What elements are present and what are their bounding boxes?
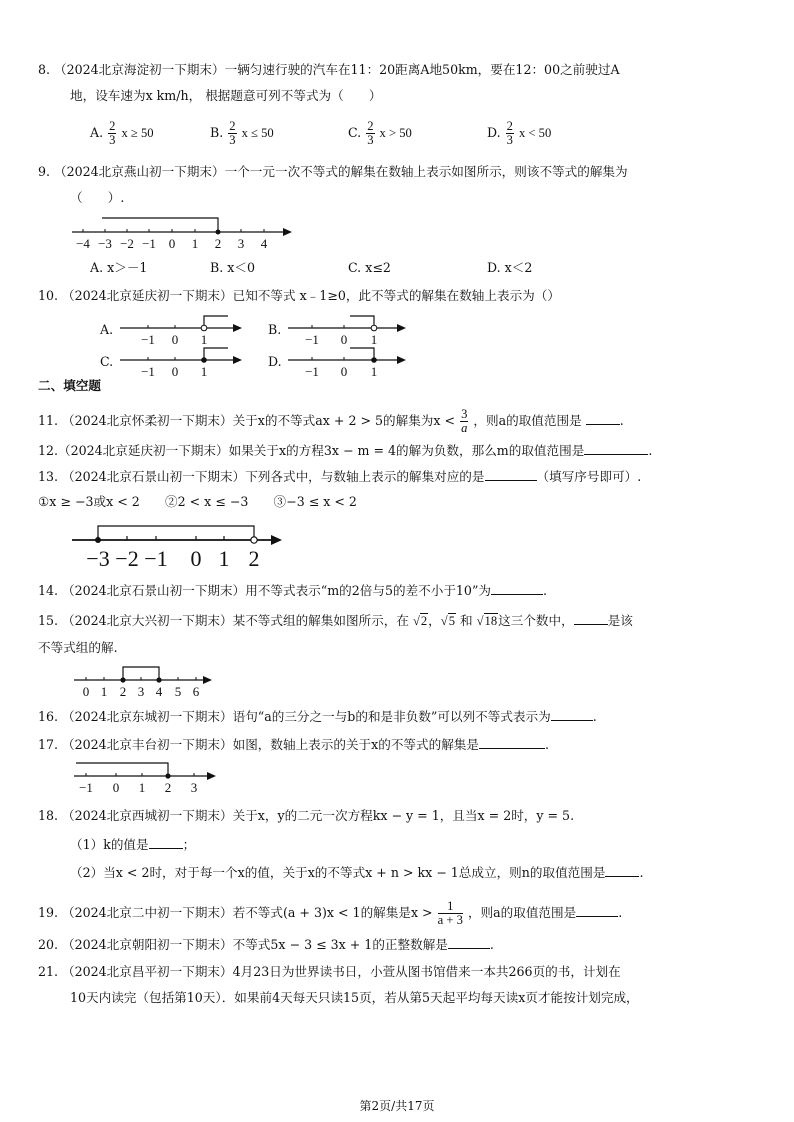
- q9-tick-label: 1: [191, 236, 199, 251]
- q12: 12.（2024北京延庆初一下期末）如果关于x的方程3x − m = 4的解为负数，那么m的取值范围是 .: [38, 443, 653, 458]
- answer-blank: [149, 836, 183, 849]
- answer-blank: [586, 412, 620, 425]
- q19: 19. （2024北京二中初一下期末）若不等式(a + 3)x < 1的解集是x > $\frac{1}{a + 3}$ ，则a的取值范围是 .: [38, 899, 623, 927]
- answer-blank: [574, 612, 608, 625]
- q9-line2: （ ）.: [70, 190, 125, 205]
- q16: 16. （2024北京东城初一下期末）语句“a的三分之一与b的和是非负数”可以列不等式表示为 .: [38, 709, 597, 724]
- q9-tick-label: 2: [214, 236, 222, 251]
- q15-tick-label: 2: [119, 684, 127, 699]
- q13-number-line: [70, 518, 290, 570]
- q17-tick-label: 2: [164, 780, 172, 795]
- q13-line1: 13. （2024北京石景山初一下期末）下列各式中，与数轴上表示的解集对应的是 （填写序号即可）.: [38, 469, 642, 484]
- q10-label-d: D.: [268, 354, 282, 369]
- q8-option-c: C. $\frac{2}{3}$ x > 50: [348, 119, 412, 147]
- q14: 14. （2024北京石景山初一下期末）用不等式表示“m的2倍与5的差不小于10”为 .: [38, 583, 547, 598]
- q9-number-line: [70, 212, 295, 252]
- q10-label-a: A.: [100, 322, 114, 337]
- sqrt-2: √2: [412, 614, 428, 628]
- q10d-tick-label: 0: [340, 364, 348, 378]
- section-heading: 二、填空题: [38, 378, 101, 393]
- q18-sub1: （1）k的值是 ；: [70, 837, 196, 852]
- q13-tick-label: −1: [144, 546, 168, 570]
- q11: 11. （2024北京怀柔初一下期末）关于x的不等式ax + 2 > 5的解集为x < $\frac{3}{a}$ ，则a的取值范围是 .: [38, 407, 624, 435]
- q15-line2: 不等式组的解.: [38, 640, 118, 655]
- q9-option-d: D. x＜2: [487, 260, 533, 275]
- answer-blank: [491, 582, 543, 595]
- q9-line1: 9. （2024北京燕山初一下期末）一个一元一次不等式的解集在数轴上表示如图所示，则该不等式的解集为: [38, 164, 628, 179]
- sqrt-5: √5: [440, 614, 455, 628]
- q9-tick-label: −3: [98, 236, 112, 251]
- page-footer: 第2页/共17页: [359, 1099, 435, 1113]
- q10c-tick-label: 1: [200, 364, 208, 378]
- q10-number-line-b: [286, 310, 416, 346]
- q17-number-line: [72, 756, 222, 796]
- q10c-tick-label: 0: [171, 364, 179, 378]
- q9-option-c: C. x≤2: [348, 260, 391, 275]
- q9-option-a: A. x＞－1: [90, 260, 148, 275]
- q10a-tick-label: 1: [200, 332, 208, 346]
- q21-line2: 10天内读完（包括第10天）．如果前4天每天只读15页，若从第5天起平均每天读x页才能按计划完成，: [70, 990, 639, 1005]
- q15-line1: 15. （2024北京大兴初一下期末）某不等式组的解集如图所示，在 √2，√5 和 √18这三个数中， 是该: [38, 613, 633, 628]
- q10-number-line-c: [118, 342, 248, 378]
- q21-line1: 21. （2024北京昌平初一下期末）4月23日为世界读书日，小萱从图书馆借来一本共266页的书，计划在: [38, 964, 621, 979]
- q9-tick-label: 4: [260, 236, 268, 251]
- q15-tick-label: 5: [174, 684, 182, 699]
- q15-number-line: [72, 660, 217, 700]
- q17: 17. （2024北京丰台初一下期末）如图，数轴上表示的关于x的不等式的解集是 .: [38, 737, 550, 752]
- q13-tick-label: 1: [218, 546, 230, 570]
- q17-tick-label: 0: [112, 780, 120, 795]
- answer-blank: [479, 736, 545, 749]
- q9-tick-label: 3: [237, 236, 245, 251]
- answer-blank: [551, 708, 593, 721]
- q10b-tick-label: −1: [305, 332, 319, 346]
- q10d-tick-label: −1: [305, 364, 319, 378]
- q15-tick-label: 4: [155, 684, 163, 699]
- q20: 20. （2024北京朝阳初一下期末）不等式5x − 3 ≤ 3x + 1的正整数解是 .: [38, 937, 494, 952]
- q9-tick-label: −1: [142, 236, 156, 251]
- q18-sub2: （2）当x < 2时，对于每一个x的值，关于x的不等式x + n > kx − 1总成立，则n的取值范围是 .: [70, 865, 644, 880]
- q10-line1: 10. （2024北京延庆初一下期末）已知不等式 x﹣1≥0，此不等式的解集在数轴上表示为（）: [38, 288, 560, 303]
- q9-option-b: B. x＜0: [210, 260, 255, 275]
- sqrt-18: √18: [476, 614, 498, 628]
- q9-tick-label: −2: [120, 236, 134, 251]
- q13-tick-label: 0: [190, 546, 202, 570]
- q13-tick-label: −2: [115, 546, 139, 570]
- q13-tick-label: −3: [86, 546, 110, 570]
- q10a-tick-label: −1: [141, 332, 155, 346]
- q17-tick-label: −1: [79, 780, 93, 795]
- q8-line2: 地，设车速为x km/h， 根据题意可列不等式为（ ）: [70, 88, 382, 103]
- q13-line2: ①x ≥ −3或x < 2 ②2 < x ≤ −3 ③−3 ≤ x < 2: [38, 494, 357, 509]
- q10-number-line-d: [286, 342, 416, 378]
- q10-number-line-a: [118, 310, 248, 346]
- q10d-tick-label: 1: [370, 364, 378, 378]
- q10a-tick-label: 0: [171, 332, 179, 346]
- q8-option-a: A. $\frac{2}{3}$ x ≥ 50: [90, 119, 154, 147]
- answer-blank: [576, 904, 618, 917]
- answer-blank: [485, 468, 537, 481]
- q8-option-d: D. $\frac{2}{3}$ x < 50: [487, 119, 552, 147]
- q10c-tick-label: −1: [141, 364, 155, 378]
- answer-blank: [584, 442, 648, 455]
- q17-tick-label: 1: [138, 780, 146, 795]
- q13-tick-label: 2: [248, 546, 260, 570]
- answer-blank: [605, 864, 639, 877]
- q9-tick-label: −4: [76, 236, 90, 251]
- q15-tick-label: 6: [192, 684, 200, 699]
- q15-tick-label: 1: [100, 684, 108, 699]
- q10b-tick-label: 0: [340, 332, 348, 346]
- q10b-tick-label: 1: [370, 332, 378, 346]
- q17-tick-label: 3: [190, 780, 198, 795]
- q8-option-b: B. $\frac{2}{3}$ x ≤ 50: [210, 119, 274, 147]
- q9-tick-label: 0: [168, 236, 176, 251]
- q10-label-b: B.: [268, 322, 282, 337]
- answer-blank: [448, 936, 490, 949]
- q8-line1: 8. （2024北京海淀初一下期末）一辆匀速行驶的汽车在11：20距离A地50km，要在12：00之前驶过A: [38, 62, 620, 77]
- q10-label-c: C.: [100, 354, 114, 369]
- q18-line1: 18. （2024北京西城初一下期末）关于x，y的二元一次方程kx − y = 1，且当x = 2时，y = 5.: [38, 808, 575, 823]
- q15-tick-label: 0: [82, 684, 90, 699]
- q15-tick-label: 3: [137, 684, 145, 699]
